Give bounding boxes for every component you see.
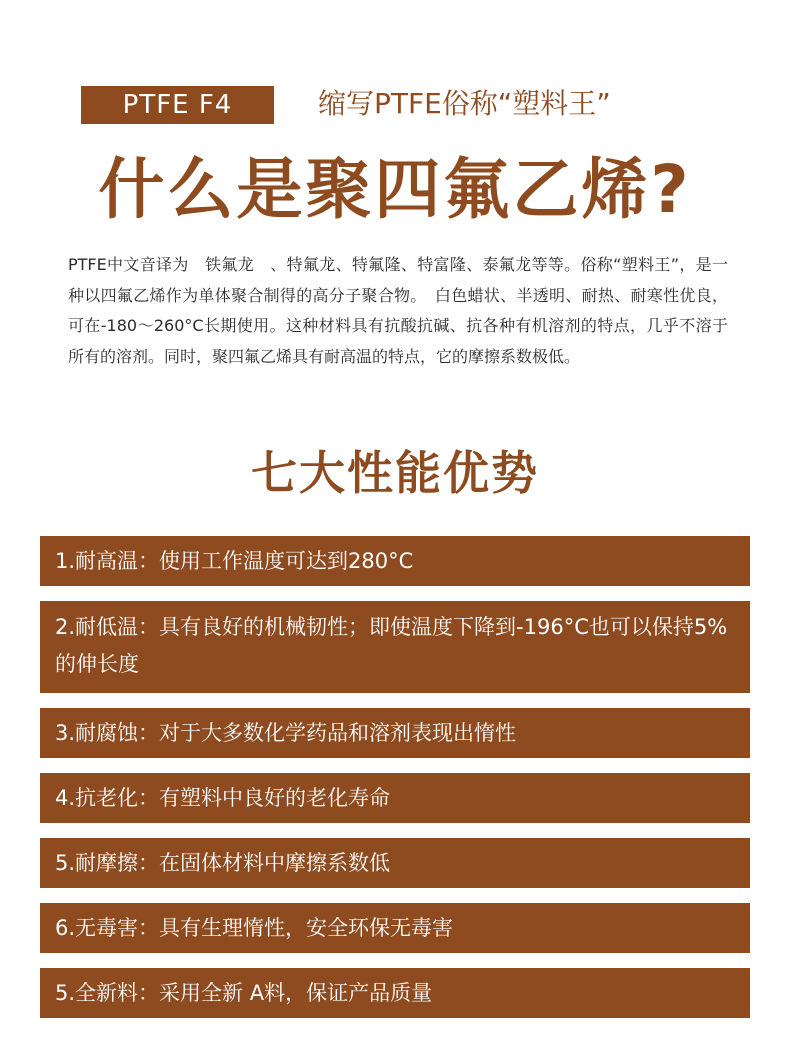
subtitle: 缩写PTFE俗称“塑料王” (318, 87, 611, 120)
advantages-list (40, 536, 750, 1033)
advantage-item-aging: 4.抗老化：有塑料中良好的老化寿命 (40, 773, 750, 823)
advantage-item-corrosion: 3.耐腐蚀：对于大多数化学药品和溶剂表现出惰性 (40, 708, 750, 758)
ptfe-tag-badge: PTFE F4 (81, 86, 274, 124)
advantage-item-new-material: 5.全新料：采用全新 A料，保证产品质量 (40, 968, 750, 1018)
section-title: 七大性能优势 (251, 446, 539, 500)
advantage-item-low-temp: 2.耐低温：具有良好的机械韧性；即使温度下降到-196°C也可以保持5%的伸长度 (40, 601, 750, 693)
advantage-item-friction: 5.耐摩擦：在固体材料中摩擦系数低 (40, 838, 750, 888)
advantage-item-non-toxic: 6.无毒害：具有生理惰性，安全环保无毒害 (40, 903, 750, 953)
intro-paragraph: PTFE中文音译为 铁氟龙 、特氟龙、特氟隆、特富隆、泰氟龙等等。俗称“塑料王”，是一种以四氟乙烯作为单体聚合制得的高分子聚合物。 白色蜡状、半透明、耐热、耐寒性优良，可在-180～260°C长期使用。这种材料具有抗酸抗碱、抗各种有机溶剂的特点，几乎不溶于所有的溶剂。同时，聚四氟乙烯具有耐高温的特点，它的摩擦系数极低。 (68, 255, 728, 366)
page-title: 什么是聚四氟乙烯? (98, 151, 692, 228)
advantage-item-high-temp: 1.耐高温：使用工作温度可达到280°C (40, 536, 750, 586)
